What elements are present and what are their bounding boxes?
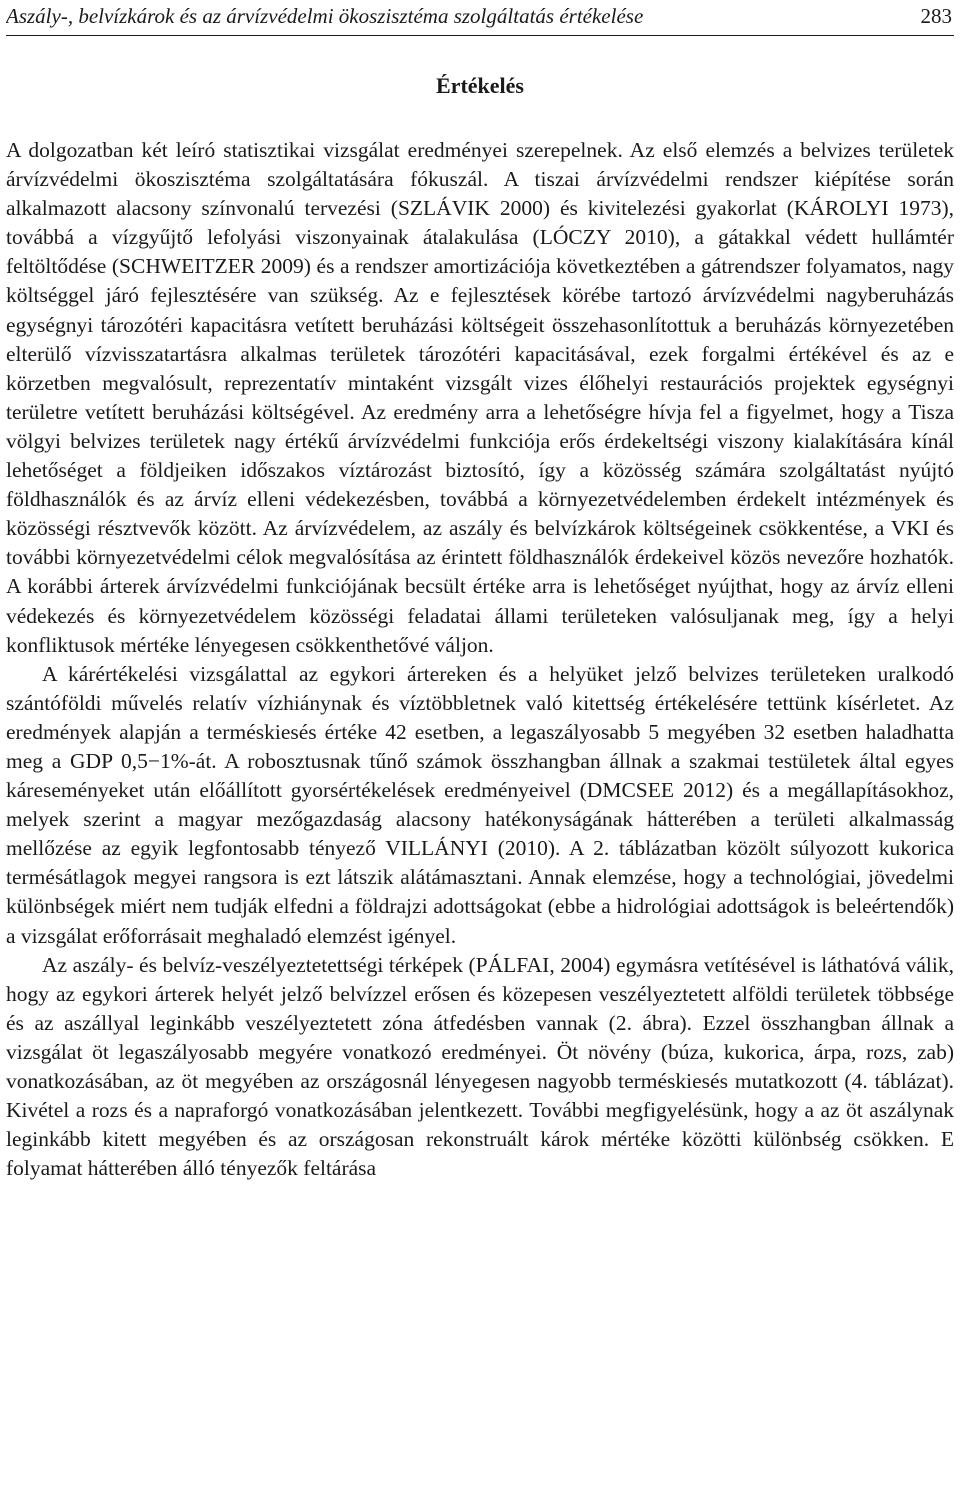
paragraph: A dolgozatban két leíró statisztikai vizsgálat eredményei szerepelnek. Az első elemzés a belvizes területek árvízvédelmi ökoszisztéma szolgáltatására fókuszál. A tiszai árvízvédelmi rendszer kiépítése során alkalmazott alacsony színvonalú tervezési (SZLÁVIK 2000) és kivitelezési gyakorlat (KÁROLYI 1973), továbbá a vízgyűjtő lefolyási viszonyainak átalakulása (LÓCZY 2010), a gátakkal védett hullámtér feltöltődése (SCHWEITZER 2009) és a rendszer amortizációja következtében a gátrendszer folyamatos, nagy költséggel járó fejlesztésére van szükség. Az e fejlesztések körébe tartozó árvízvédelmi nagyberuházás egységnyi tározótéri kapacitásra vetített beruházási költségeit összehasonlítottuk a beruházás környezetében elterülő vízvisszatartásra alkalmas területek tározótéri kapacitásával, ezek forgalmi értékével és az e körzetben megvalósult, reprezentatív mintaként vizsgált vizes élőhelyi restaurációs projektek egységnyi területre vetített beruházási költségével. Az eredmény arra a lehetőségre hívja fel a figyelmet, hogy a Tisza völgyi belvizes területek nagy értékű árvízvédelmi funkciója erős érdekeltségi viszony kialakítására kínál lehetőséget a földjeiken időszakos víztározást biztosító, így a közösség számára szolgáltatást nyújtó földhasználók és az árvíz elleni védekezésben, továbbá a környezetvédelemben érdekelt intézmények és közösségi résztvevők között. Az árvízvédelem, az aszály és belvízkárok költségeinek csökkentése, a VKI és további környezetvédelmi célok megvalósítása az érintett földhasználók érdekeivel közös nevezőre hozhatók. A korábbi árterek árvízvédelmi funkciójának becsült értéke arra is lehetőséget nyújthat, hogy az árvíz elleni védekezés és környezetvédelem közösségi feladatai állami területeken valósuljanak meg, így a helyi konfliktusok mértéke lényegesen csökkenthetővé váljon. [6,138,954,657]
body-text [6,136,954,1183]
paragraph: Az aszály- és belvíz-veszélyeztetettségi térképek (PÁLFAI, 2004) egymásra vetítésével is láthatóvá válik, hogy az egykori árterek helyét jelző belvízzel erősen és közepesen veszélyeztetett alföldi területek többsége és az aszállyal leginkább veszélyeztetett zóna átfedésben vannak (2. ábra). Ezzel összhangban állnak a vizsgálat öt legaszályosabb megyére vonatkozó eredményei. Öt növény (búza, kukorica, árpa, rozs, zab) vonatkozásában, az öt megyében az országosnál lényegesen nagyobb terméskiesés mutatkozott (4. táblázat). Kivétel a rozs és a napraforgó vonatkozásában jelentkezett. További megfigyelésünk, hogy a az öt aszálynak leginkább kitett megyében és az országosan rekonstruált károk mértéke közötti különbség csökken. E folyamat hátterében álló tényezők feltárása [6,952,954,1181]
header-rule [6,35,954,36]
running-title: Aszály-, belvízkárok és az árvízvédelmi ökoszisztéma szolgáltatás értékelése [6,4,644,28]
paragraph: A kárértékelési vizsgálattal az egykori ártereken és a helyüket jelző belvizes területeken uralkodó szántóföldi művelés relatív vízhiánynak és víztöbbletnek való kitettség értékelésére tettünk kísérletet. Az eredmények alapján a terméskiesés értéke 42 esetben, a legaszályosabb 5 megyében 32 esetben haladhatta meg a GDP 0,5−1%-át. A robosztusnak tűnő számok összhangban állnak a szakmai testületek által egyes káreseményeket után előállított gyorsértékelések eredményeivel (DMCSEE 2012) és a megállapításokhoz, melyek szerint a magyar mezőgazdaság alacsony hatékonyságának hátterében a területi alkalmasság mellőzése az egyik legfontosabb tényező VILLÁNYI (2010). A 2. táblázatban közölt súlyozott kukorica termésátlagok megyei rangsora is ezt látszik alátámasztani. Annak elemzése, hogy a technológiai, jövedelmi különbségek miért nem tudják elfedni a földrajzi adottságokat (ebbe a hidrológiai adottságok is beleértendők) a vizsgálat erőforrásait meghaladó elemzést igényel. [6,661,954,948]
section-title: Értékelés [436,73,524,98]
running-header [6,3,954,29]
document-page [6,0,954,1492]
page-number: 283 [920,4,952,28]
